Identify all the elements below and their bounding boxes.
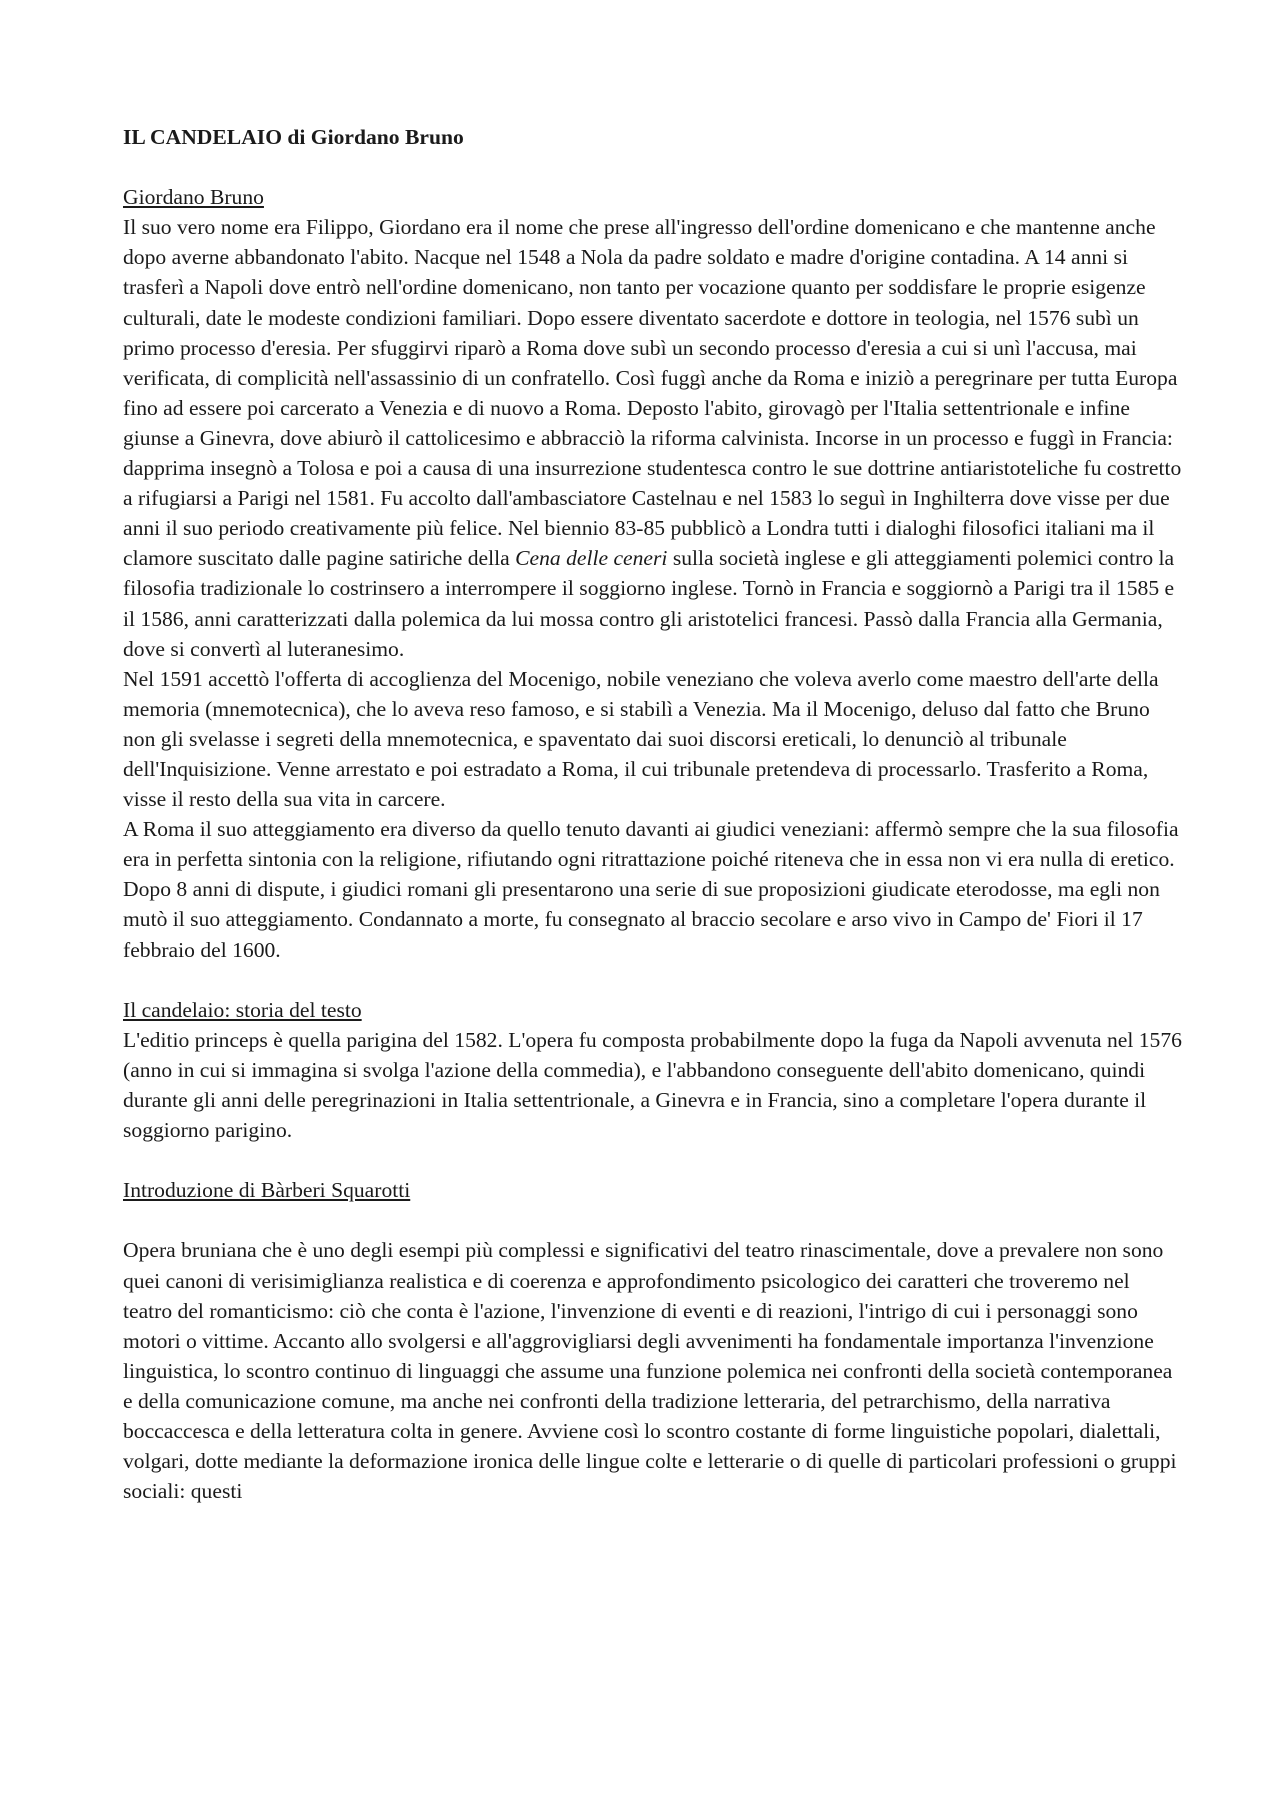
introduzione-paragraph: Opera bruniana che è uno degli esempi più complessi e significativi del teatro rinascimentale, dove a prevalere non sono quei canoni di verisimiglianza realistica e di coerenza e approfondimento psicologico dei caratteri che troveremo nel teatro del romanticismo: ciò che conta è l'azione, l'invenzione di eventi e di reazioni, l'intrigo di cui i personaggi sono motori o vittime. Accanto allo svolgersi e all'aggrovigliarsi degli avvenimenti ha fondamentale importanza l'invenzione linguistica, lo scontro continuo di linguaggi che assume una funzione polemica nei confronti della società contemporanea e della comunicazione comune, ma anche nei confronti della tradizione letteraria, del petrarchismo, della narrativa boccaccesca e della letteratura colta in genere. Avviene così lo scontro costante di forme linguistiche popolari, dialettali, volgari, dotte mediante la deformazione ironica delle lingue colte e letterarie o di quelle di particolari professioni o gruppi sociali: questi: [123, 1238, 1177, 1504]
document-title: IL CANDELAIO di Giordano Bruno: [123, 125, 464, 149]
paragraph-text: sulla società inglese e gli atteggiamenti polemici contro la filosofia tradizionale lo costrinsero a interrompere il soggiorno inglese. Tornò in Francia e soggiornò a Parigi tra il 1585 e il 1586, anni caratterizzati dalla polemica da lui mossa contro gli aristotelici francesi. Passò dalla Francia alla Germania, dove si convertì al luteranesimo.: [123, 546, 1175, 661]
document-body: [123, 122, 1183, 1506]
section-heading-storia-del-testo: Il candelaio: storia del testo: [123, 997, 362, 1022]
section-spacer: [123, 965, 1183, 995]
biography-paragraph-2: Nel 1591 accettò l'offerta di accoglienza del Mocenigo, nobile veneziano che voleva averlo come maestro dell'arte della memoria (mnemotecnica), che lo aveva reso famoso, e si stabilì a Venezia. Ma il Mocenigo, deluso dal fatto che Bruno non gli svelasse i segreti della mnemotecnica, e spaventato dai suoi discorsi ereticali, lo denunciò al tribunale dell'Inquisizione. Venne arrestato e poi estradato a Roma, il cui tribunale pretendeva di processarlo. Trasferito a Roma, visse il resto della sua vita in carcere.: [123, 666, 1159, 812]
biography-paragraph-3: A Roma il suo atteggiamento era diverso da quello tenuto davanti ai giudici veneziani: affermò sempre che la sua filosofia era in perfetta sintonia con la religione, rifiutando ogni ritrattazione poiché riteneva che in essa non vi era nulla di eretico. Dopo 8 anni di dispute, i giudici romani gli presentarono una serie di sue proposizioni giudicate eterodosse, ma egli non mutò il suo atteggiamento. Condannato a morte, fu consegnato al braccio secolare e arso vivo in Campo de' Fiori il 17 febbraio del 1600.: [123, 817, 1179, 962]
section-heading-giordano-bruno: Giordano Bruno: [123, 185, 264, 210]
italic-work-title: Cena delle ceneri: [515, 546, 668, 571]
section-spacer: [123, 1145, 1183, 1175]
storia-paragraph: L'editio princeps è quella parigina del 1582. L'opera fu composta probabilmente dopo la fuga da Napoli avvenuta nel 1576 (anno in cui si immagina si svolga l'azione della commedia), e l'abbandono conseguente dell'abito domenicano, quindi durante gli anni delle peregrinazioni in Italia settentrionale, a Ginevra e in Francia, sino a completare l'opera durante il soggiorno parigino.: [123, 1027, 1182, 1143]
paragraph-text: Il suo vero nome era Filippo, Giordano era il nome che prese all'ingresso dell'ordine domenicano e che mantenne anche dopo averne abbandonato l'abito. Nacque nel 1548 a Nola da padre soldato e madre d'origine contadina. A 14 anni si trasferì a Napoli dove entrò nell'ordine domenicano, non tanto per vocazione quanto per soddisfare le proprie esigenze culturali, date le modeste condizioni familiari. Dopo essere diventato sacerdote e dottore in teologia, nel 1576 subì un primo processo d'eresia. Per sfuggirvi riparò a Roma dove subì un secondo processo d'eresia a cui si unì l'accusa, mai verificata, di complicità nell'assassinio di un confratello. Così fuggì anche da Roma e iniziò a peregrinare per tutta Europa fino ad essere poi carcerato a Venezia e di nuovo a Roma. Deposto l'abito, girovagò per l'Italia settentrionale e infine giunse a Ginevra, dove abiurò il cattolicesimo e abbracciò la riforma calvinista. Incorse in un processo e fuggì in Francia: dapprima insegnò a Tolosa e poi a causa di una insurrezione studentesca contro le sue dottrine antiaristoteliche fu costretto a rifugiarsi a Parigi nel 1581. Fu accolto dall'ambasciatore Castelnau e nel 1583 lo seguì in Inghilterra dove visse per due anni il suo periodo creativamente più felice. Nel biennio 83-85 pubblicò a Londra tutti i dialoghi filosofici italiani ma il clamore suscitato dalle pagine satiriche della: [123, 215, 1182, 571]
section-spacer: [123, 1205, 1183, 1235]
biography-paragraph-1: [123, 212, 1183, 663]
section-heading-introduzione: Introduzione di Bàrberi Squarotti: [123, 1178, 411, 1203]
